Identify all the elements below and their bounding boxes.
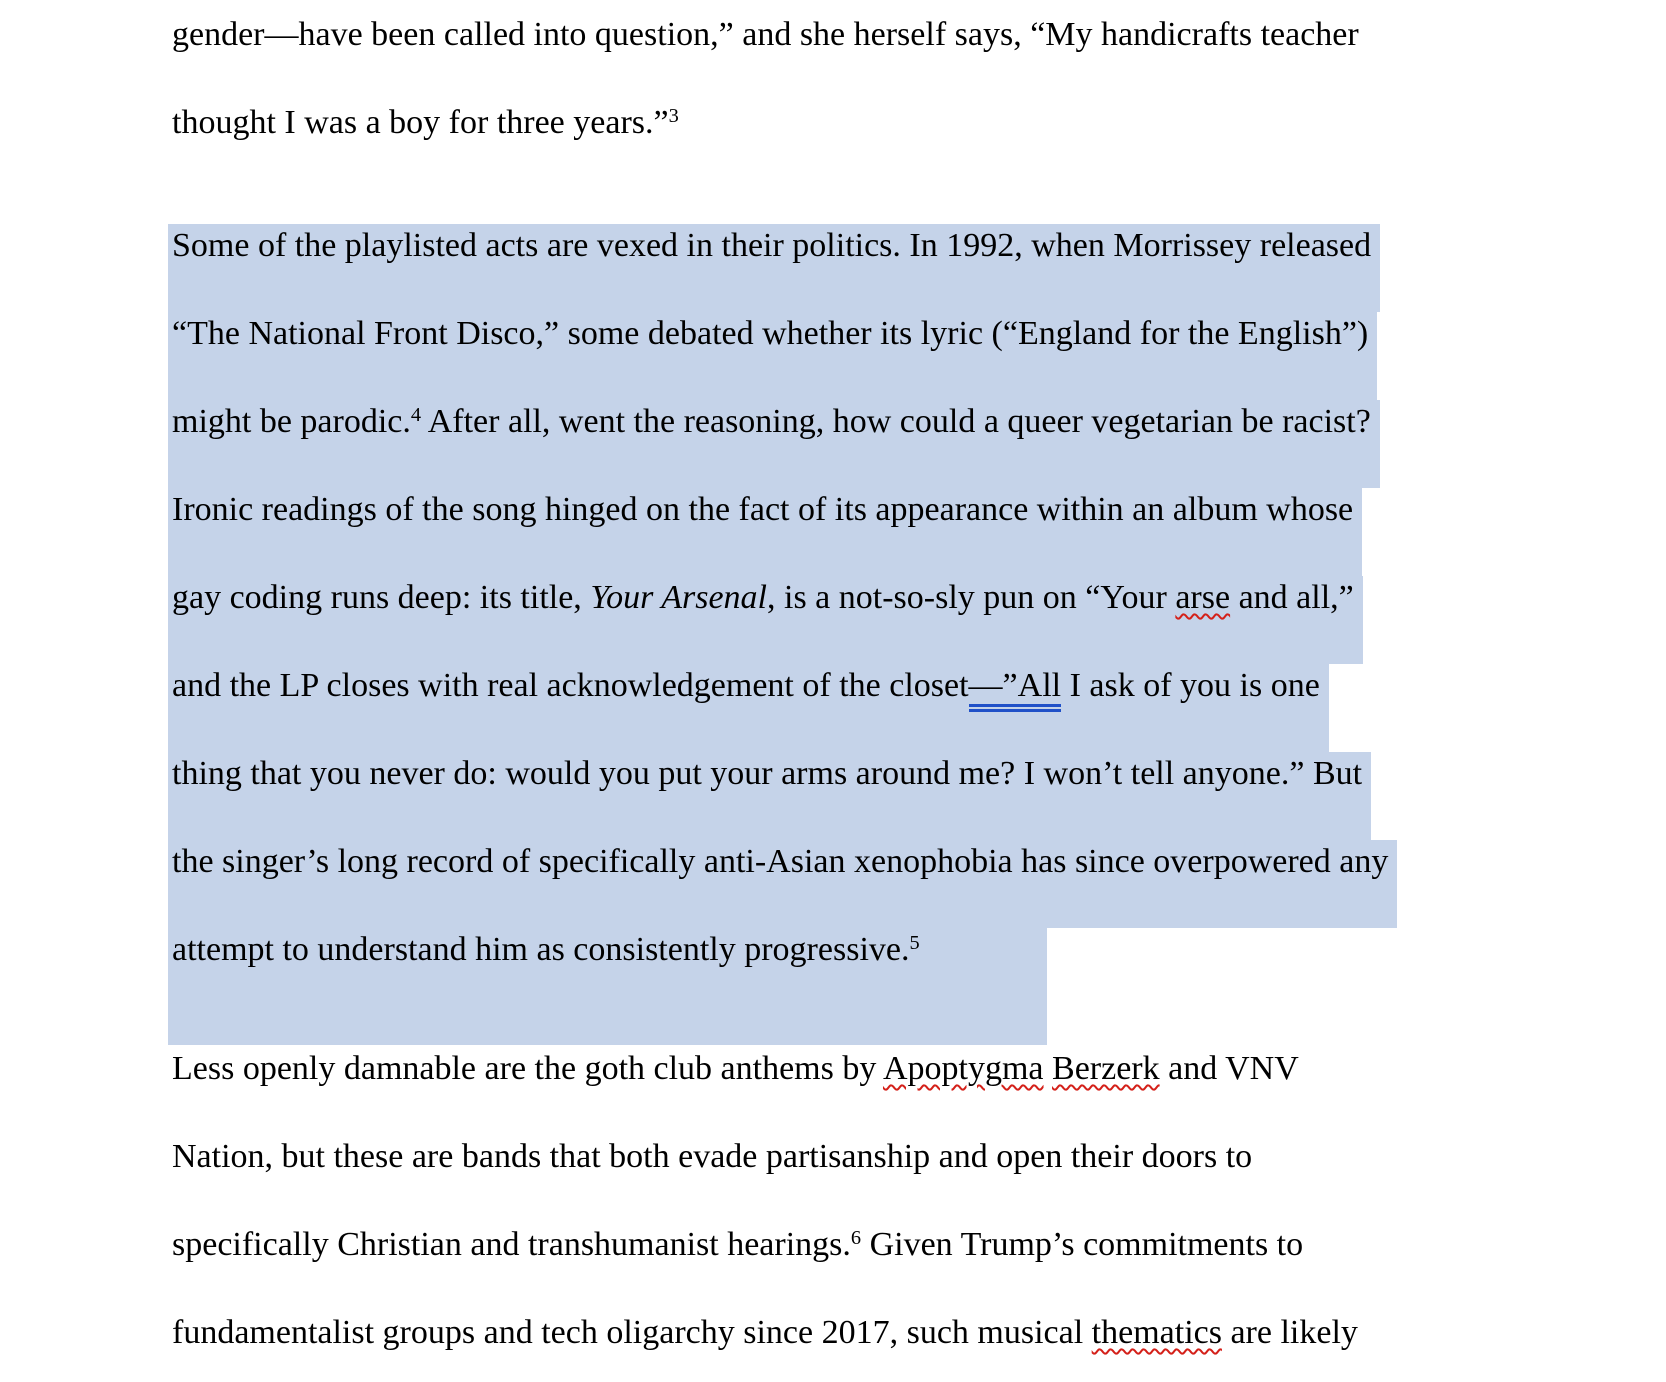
text-run: attempt to understand him as consistently progressive. bbox=[172, 931, 910, 968]
text-run-group bbox=[172, 104, 679, 141]
text-line[interactable] bbox=[172, 400, 1666, 488]
footnote-reference: 6 bbox=[850, 1226, 862, 1249]
text-run: fundamentalist groups and tech oligarchy since 2017, such musical bbox=[172, 1314, 1092, 1351]
text-run: thought I was a boy for three years.” bbox=[172, 104, 669, 141]
paragraph-2-selected bbox=[172, 224, 1666, 1016]
text-run: I ask of you is one bbox=[1061, 667, 1320, 704]
paragraph-3 bbox=[172, 1047, 1666, 1382]
text-run: are likely bbox=[1221, 1314, 1358, 1351]
text-run: and all,” bbox=[1230, 579, 1354, 616]
text-line[interactable] bbox=[172, 752, 1666, 840]
text-line[interactable] bbox=[172, 13, 1666, 101]
selected-text-run-group bbox=[168, 576, 1363, 664]
misspelled-word: thematics bbox=[1091, 1314, 1222, 1351]
text-run: “The National Front Disco,” some debated whether its lyric (“England for the English”) bbox=[172, 315, 1369, 352]
text-run: Ironic readings of the song hinged on the fact of its appearance within an album whose bbox=[172, 491, 1354, 528]
text-line[interactable] bbox=[172, 488, 1666, 576]
text-run: Less openly damnable are the goth club anthems by bbox=[172, 1050, 883, 1087]
text-line[interactable] bbox=[172, 1047, 1666, 1135]
selected-text-run-group bbox=[168, 400, 1380, 488]
text-run: gay coding runs deep: its title, bbox=[172, 579, 591, 616]
text-line[interactable] bbox=[172, 576, 1666, 664]
misspelled-word: arse bbox=[1175, 579, 1231, 616]
selected-text-run-group bbox=[168, 224, 1380, 312]
misspelled-word: Apoptygma bbox=[882, 1050, 1044, 1087]
text-run: and VNV bbox=[1159, 1050, 1299, 1087]
text-run: Some of the playlisted acts are vexed in their politics. In 1992, when Morrissey released bbox=[172, 227, 1372, 264]
selected-text-run-group bbox=[168, 752, 1371, 840]
selected-text-run-group bbox=[168, 488, 1362, 576]
text-run: thing that you never do: would you put your arms around me? I won’t tell anyone.” But bbox=[172, 755, 1363, 792]
text-line[interactable] bbox=[172, 1223, 1666, 1311]
text-run: Nation, but these are bands that both evade partisanship and open their doors to bbox=[172, 1138, 1253, 1175]
text-run-group bbox=[172, 1050, 1299, 1087]
footnote-reference: 4 bbox=[410, 403, 422, 426]
text-line[interactable] bbox=[172, 928, 1666, 1016]
text-run: gender—have been called into question,” and she herself says, “My handicrafts teacher bbox=[172, 16, 1359, 53]
text-run: the singer’s long record of specifically anti-Asian xenophobia has since overpowered any bbox=[172, 843, 1389, 880]
footnote-reference: 3 bbox=[668, 104, 679, 127]
italic-text: Your Arsenal bbox=[590, 579, 767, 616]
misspelled-word: Berzerk bbox=[1052, 1050, 1160, 1087]
text-run: specifically Christian and transhumanist hearings. bbox=[172, 1226, 851, 1263]
text-line[interactable] bbox=[172, 1135, 1666, 1223]
text-run: Given Trump’s commitments to bbox=[861, 1226, 1304, 1263]
text-run-group bbox=[172, 1314, 1358, 1351]
text-line[interactable] bbox=[172, 224, 1666, 312]
text-line[interactable] bbox=[172, 840, 1666, 928]
text-line[interactable] bbox=[172, 312, 1666, 400]
text-run: After all, went the reasoning, how could a queer vegetarian be racist? bbox=[421, 403, 1371, 440]
grammar-flagged-text: —”All bbox=[969, 667, 1062, 712]
text-run: and the LP closes with real acknowledgement of the closet bbox=[172, 667, 969, 704]
selected-text-run-group bbox=[168, 312, 1377, 400]
text-line[interactable] bbox=[172, 101, 1666, 189]
text-run: , is a not-so-sly pun on “Your bbox=[767, 579, 1176, 616]
text-run-group bbox=[172, 1226, 1303, 1263]
text-line[interactable] bbox=[172, 664, 1666, 752]
selected-text-run-group bbox=[168, 664, 1329, 752]
paragraph-1 bbox=[172, 13, 1666, 189]
text-line[interactable] bbox=[172, 1311, 1666, 1382]
text-run-group bbox=[172, 1138, 1252, 1175]
selected-text-run-group bbox=[172, 931, 920, 968]
text-run: might be parodic. bbox=[172, 403, 411, 440]
text-run bbox=[1044, 1050, 1053, 1087]
text-run-group bbox=[172, 16, 1359, 53]
footnote-reference: 5 bbox=[909, 931, 920, 954]
selected-text-run-group bbox=[168, 840, 1397, 928]
